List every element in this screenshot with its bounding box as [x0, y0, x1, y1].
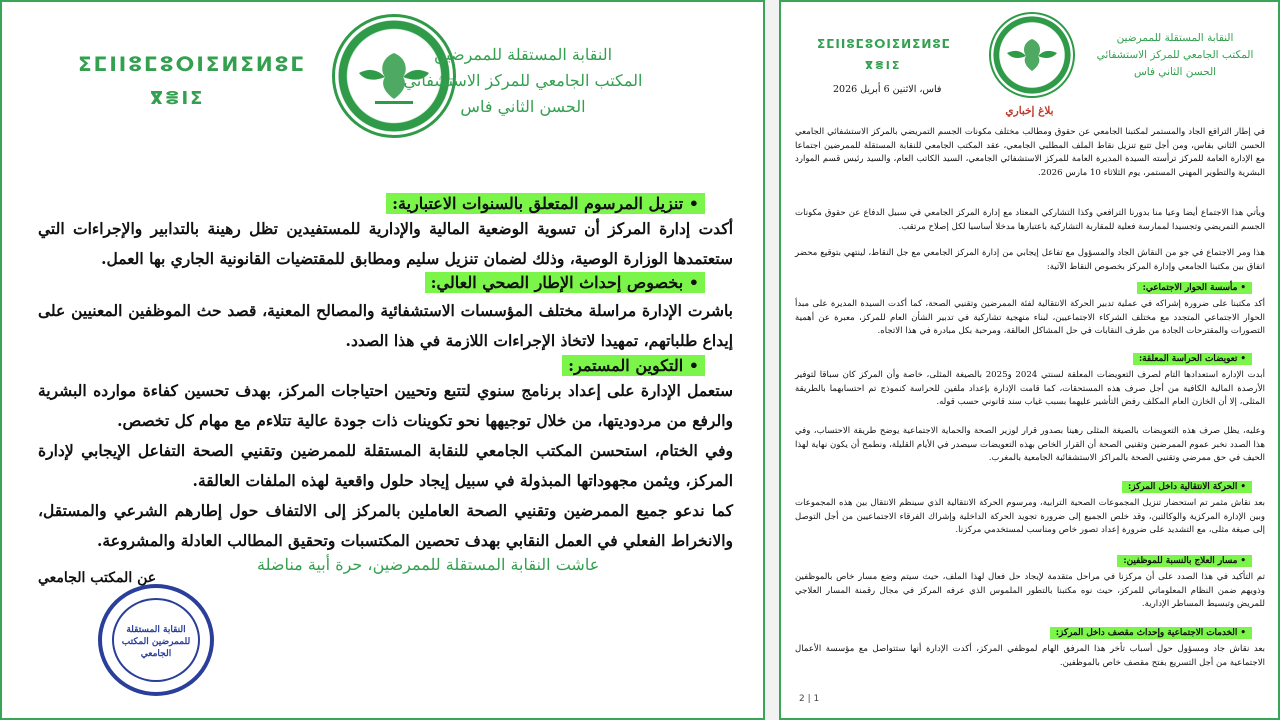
tifinagh-subtitle: ⴳⴻⵏⵉ	[865, 59, 902, 72]
paragraph: باشرت الإدارة مراسلة مختلف المؤسسات الاستشفائية والمصالح المعنية، قصد حث الموظفين المعنيين على إيداع طلباتهم، تمهيدا لاتخاذ الإجراءات اللازمة في هذا الصدد.	[38, 301, 733, 350]
document-date: فاس، الاثنين 6 أبريل 2026	[833, 84, 942, 95]
section-title	[1137, 283, 1252, 293]
letterhead-line: المكتب الجامعي للمركز الاستشفائي	[403, 71, 643, 90]
paragraph: في إطار الترافع الجاد والمستمر لمكتبنا الجامعي عن حقوق ومطالب مختلف مكونات الجسم التمريضي بالمركز الاستشفائي الجامعي الحسن الثاني بفاس، ومن أجل تتبع تنزيل نقاط الملف المطلبي الجامعي، عقد المكتب الجامعي للنقابة المستقلة للممرضين اجتماعا مع الإدارة العامة للمركز ترأسته السيدة المديرة العامة للمركز الاستشفائي الجامعي، السيد الكاتب العام، والسيد رئيس قسم الموارد البشرية والتطوير المهني المستمر، يوم الثلاثاء 10 مارس 2026.	[795, 127, 1265, 178]
section-title	[1117, 556, 1252, 566]
letterhead-line: الحسن الثاني فاس	[460, 97, 586, 116]
paragraph: كما ندعو جميع الممرضين وتقنيي الصحة العاملين بالمركز إلى الالتفاف حول إطارهم الشرعي والمستقل، والانخراط الفعلي في العمل النقابي بهدف تحصين المكتسبات وتحقيق المطالب العادلة والمشروعة.	[38, 501, 733, 550]
union-logo-emblem	[991, 14, 1073, 96]
official-stamp	[98, 584, 214, 696]
section-title-highlight: • تنزيل المرسوم المتعلق بالسنوات الاعتبارية:	[386, 193, 705, 214]
section-title	[1133, 354, 1252, 364]
union-logo	[989, 12, 1075, 98]
stamp-text: النقابة المستقلة للممرضين المكتب الجامعي	[121, 625, 191, 659]
letterhead	[1090, 30, 1260, 81]
signature-label: عن المكتب الجامعي	[38, 570, 157, 586]
paragraph: وعليه، يظل صرف هذه التعويضات بالصيغة المثلى رهينا بصدور قرار لوزير الصحة والحماية الاجتماعية يوضح طريقة الاحتساب، وفي هذا الصدد نخبر عموم الممرضين وتقنيي الصحة أن القرار الخاص بهذه التعويضات سيصدر في الأيام القليلة، ونطمح أن يكون نهاية لهذا الحيف في حق ممرضي وتقنيي الصحة بالمراكز الاستشفائية الجامعية بالمغرب.	[795, 426, 1265, 464]
paragraph: وفي الختام، استحسن المكتب الجامعي للنقابة المستقلة للممرضين وتقنيي الصحة التفاعل الإيجابي لإدارة المركز، ويثمن مجهوداتها المبذولة في سبيل إيجاد حلول واقعية لهذه الملفات العالقة.	[38, 441, 733, 490]
section-title	[425, 273, 705, 292]
section-title	[1050, 628, 1252, 638]
section-title-highlight: • مأسسة الحوار الاجتماعي:	[1137, 282, 1252, 294]
paragraph: بعد نقاش مثمر تم استحضار تنزيل المجموعات الصحية الترابية، ومرسوم الحركة الانتقالية الذي سينظم الانتقال بين هذه المجموعات وبين الإدارة المركزية والوكالتين، وقد خلص الجميع إلى ضرورة تجويد الحركة الداخلية وإشراك الفرقاء الاجتماعيين من أجل التوصل إلى صيغة مثلى، مع التشديد على ضرورة إعداد تصور خاص ومناسب لمستخدمي مركزنا.	[795, 498, 1265, 536]
section-title-highlight: • الحركة الانتقالية داخل المركز:	[1122, 481, 1252, 493]
document-page-right	[779, 0, 1280, 720]
section-title-highlight: • تعويضات الحراسة المعلقة:	[1133, 353, 1252, 365]
section-title-highlight: • مسار العلاج بالنسبة للموظفين:	[1117, 555, 1252, 567]
letterhead-line: الحسن الثاني فاس	[1133, 66, 1217, 78]
tifinagh-title: ⵉⵎⵏⵏⵓⵎⵓⵔⵏⵉⵍⵉⵍⵓⵎ	[78, 52, 307, 76]
paragraph: ستعمل الإدارة على إعداد برنامج سنوي لتتبع وتحيين احتياجات المركز، بهدف تحسين كفاءة موارده البشرية والرفع من مردوديتها، من خلال توجيهها نحو تكوينات ذات جودة عالية تتلاءم مع مهام كل تخصص.	[38, 381, 733, 430]
paragraph: أكدت إدارة المركز أن تسوية الوضعية المالية والإدارية للمستفيدين تظل رهينة بالتدابير والإجراءات التي ستعتمدها الوزارة الوصية، وذلك لضمان تنزيل سليم ومطابق للمقتضيات القانونية الجاري بها العمل.	[38, 219, 733, 268]
section-title-highlight: • الخدمات الاجتماعية وإحداث مقصف داخل المركز:	[1050, 627, 1252, 639]
slogan: عاشت النقابة المستقلة للممرضين، حرة أبية مناضلة	[257, 555, 600, 574]
paragraph: ويأتي هذا الاجتماع أيضا وعيا منا بدورنا الترافعي وكذا التشاركي المعتاد مع إدارة المركز الجامعي في سبيل الدفاع عن حقوق مكونات الجسم التمريضي وتجسيدا لممارسة فعلية للمقاربة التشاركية باعتبارها مدخلا أساسيا لكل إصلاح مرتقب.	[795, 208, 1265, 232]
page-number: 2 | 1	[799, 694, 820, 704]
section-title-highlight: • التكوين المستمر:	[562, 355, 705, 376]
section-title	[386, 194, 705, 213]
letterhead-line: النقابة المستقلة للممرضين	[1116, 32, 1234, 44]
section-title	[1122, 482, 1252, 492]
paragraph: بعد نقاش جاد ومسؤول حول أسباب تأخر هذا المرفق الهام لموظفي المركز، أكدت الإدارة أنها ستتواصل مع مؤسسة الأعمال الاجتماعية من أجل التسريع بفتح مقصف خاص بالموظفين.	[795, 644, 1265, 668]
letterhead-line: المكتب الجامعي للمركز الاستشفائي	[1096, 49, 1254, 61]
document-title: بلاغ إخباري	[1005, 105, 1054, 117]
paragraph: أكد مكتبنا على ضرورة إشراكه في عملية تدبير الحركة الانتقالية لفئة الممرضين وتقنيي الصحة، كما أكدت السيدة المديرة على مبدأ الحوار الاجتماعي المتجدد مع مختلف الشركاء الاجتماعيين، لبناء منهجية تشاركية في تدبير الشأن العام للمركز، معبرة عن أهمية التصورات والمقترحات الجادة من طرف النقابات في حل المشاكل العالقة، ومرحبة بكل مبادرة في هذا الاتجاه.	[795, 299, 1265, 337]
section-title-highlight: • بخصوص إحداث الإطار الصحي العالي:	[425, 272, 705, 293]
paragraph: أبدت الإدارة استعدادها التام لصرف التعويضات المعلقة لسنتي 2024 و2025 بالصيغة المثلى، خاصة وأن المركز كان سباقا لتوفير الأرصدة المالية الكافية من أجل صرف هذه المستحقات، كما قامت الإدارة بإعداد ملفين للحراسة كنموذج تم احتسابهما بالطريقة المثلى، إلا أن الخازن العام المكلف رفض التأشير عليهما بسبب غياب سند قانوني حسب قوله.	[795, 370, 1265, 408]
tifinagh-title: ⵉⵎⵏⵏⵓⵎⵓⵔⵏⵉⵍⵉⵍⵓⵎ	[817, 37, 951, 51]
letterhead-line: النقابة المستقلة للممرضين	[433, 45, 613, 64]
paragraph: تم التأكيد في هذا الصدد على أن مركزنا في مراحل متقدمة لإيجاد حل فعال لهذا الملف، حيث سيتم وضع مسار خاص بالموظفين وذويهم ضمن النظام المعلوماتي للمركز، حيث نوه مكتبنا بالتطور الملموس الذي عرفه المركز في مجال رقمنة المسار العلاجي للمريض وتبسيط المساطر الإدارية.	[795, 572, 1265, 610]
paragraph: هذا ومر الاجتماع في جو من النقاش الجاد والمسؤول مع تفاعل إيجابي من إدارة المركز الجامعي مع جل النقاط، لينتهي بتوقيع محضر اتفاق بين مكتبنا الجامعي وإدارة المركز بخصوص النقاط الآتية:	[795, 248, 1265, 272]
letterhead	[403, 42, 643, 120]
page-gutter	[765, 0, 779, 720]
tifinagh-subtitle: ⴳⴻⵏⵉ	[150, 88, 205, 109]
section-title	[562, 356, 705, 375]
